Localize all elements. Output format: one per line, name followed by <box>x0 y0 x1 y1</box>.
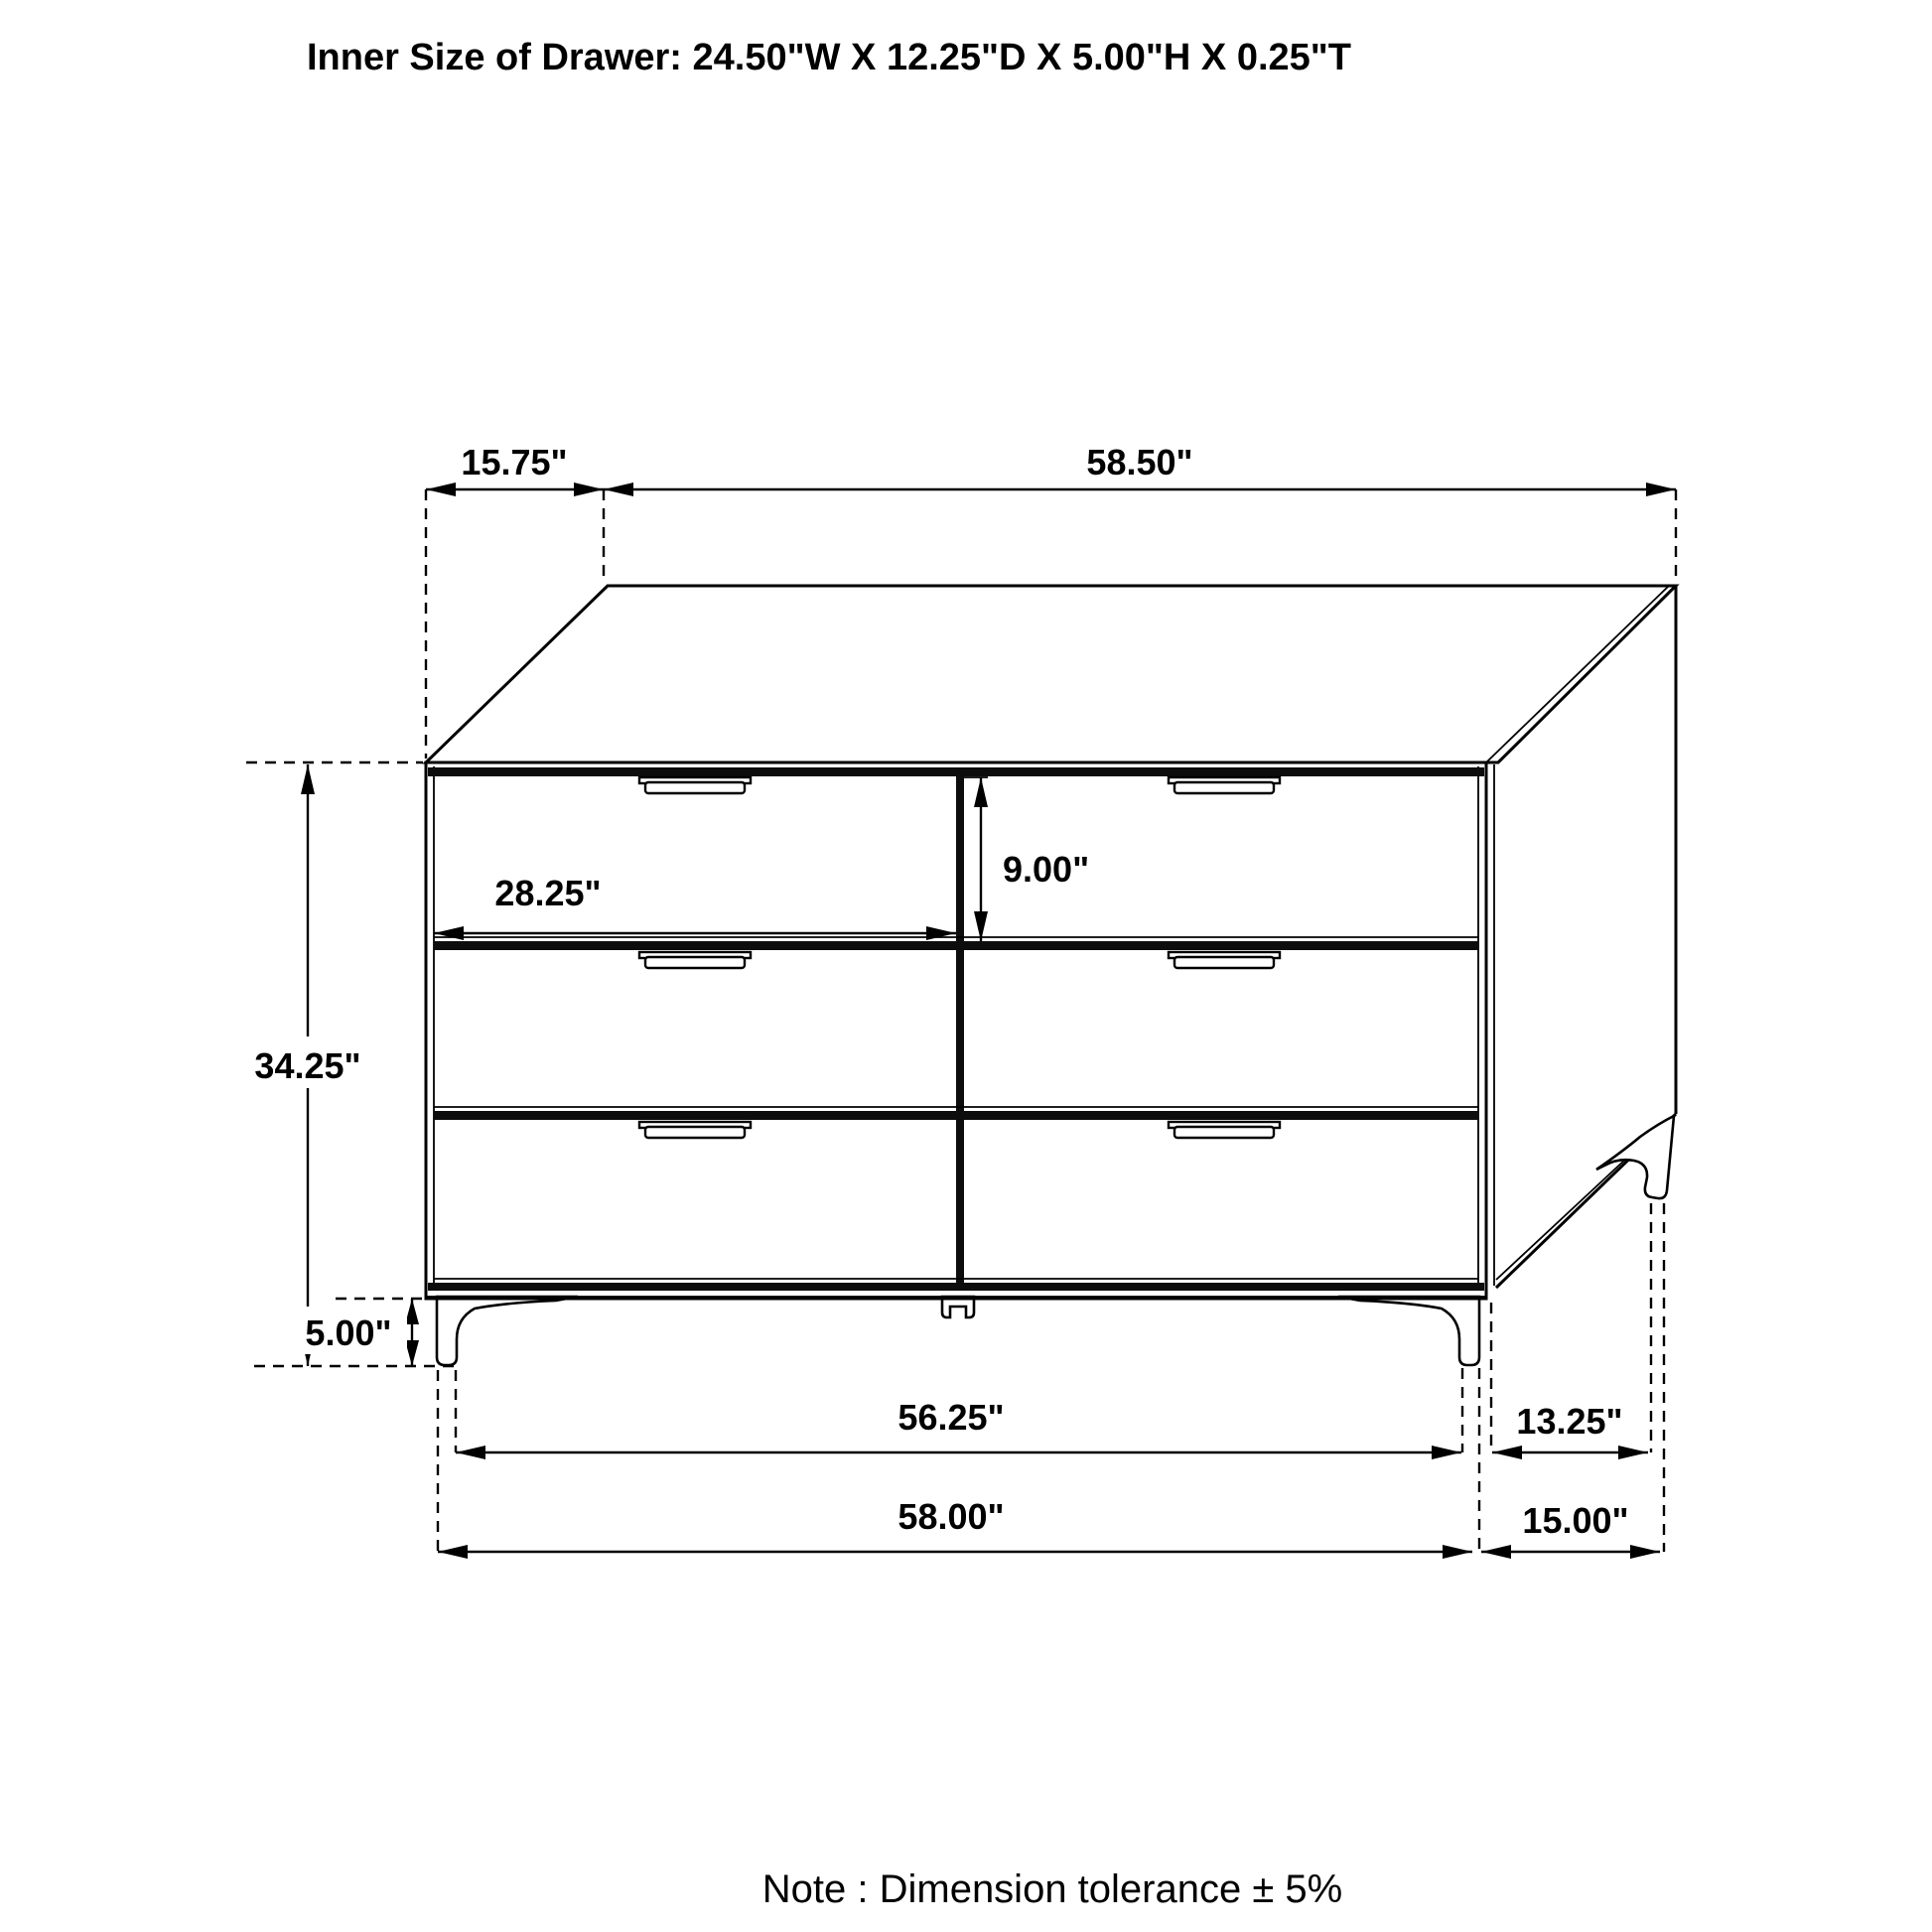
drawer-divider-2 <box>434 1111 1478 1120</box>
handle-drawer-top-left <box>639 777 751 793</box>
dim-label-overall-width: 58.00" <box>897 1496 1005 1537</box>
center-divider <box>956 776 964 1283</box>
handle-drawer-middle-left <box>639 952 751 968</box>
dim-label-drawer-opening-width: 28.25" <box>494 873 602 913</box>
dimension-labels <box>220 442 1629 1541</box>
front-left-leg <box>437 1297 578 1365</box>
dim-label-top-depth-offset: 15.75" <box>461 442 568 483</box>
handle-drawer-bottom-left <box>639 1122 751 1138</box>
back-right-leg <box>1596 1116 1674 1198</box>
handle-drawer-bottom-right <box>1169 1122 1280 1138</box>
top-rail <box>428 767 1484 776</box>
dresser-top-face <box>426 586 1676 762</box>
dresser-front-face <box>426 762 1486 1299</box>
dim-label-drawer-front-height: 9.00" <box>1003 849 1090 890</box>
drawer-divider-1 <box>434 941 1478 950</box>
dim-label-overall-height: 34.25" <box>254 1045 361 1086</box>
front-right-leg <box>1338 1297 1479 1365</box>
tolerance-note: Note : Dimension tolerance ± 5% <box>761 1867 1343 1911</box>
dim-label-side-feet-depth: 13.25" <box>1516 1401 1623 1442</box>
bottom-rail <box>428 1283 1484 1291</box>
dim-label-front-feet-span: 56.25" <box>897 1397 1005 1438</box>
dim-label-top-width: 58.50" <box>1086 442 1193 483</box>
dim-label-leg-height: 5.00" <box>305 1312 392 1353</box>
handle-drawer-middle-right <box>1169 952 1280 968</box>
handle-drawer-top-right <box>1169 777 1280 793</box>
drawing-title: Inner Size of Drawer: 24.50"W X 12.25"D X 5.00"H X 0.25"T <box>306 37 1352 78</box>
dim-label-overall-depth: 15.00" <box>1522 1500 1629 1541</box>
